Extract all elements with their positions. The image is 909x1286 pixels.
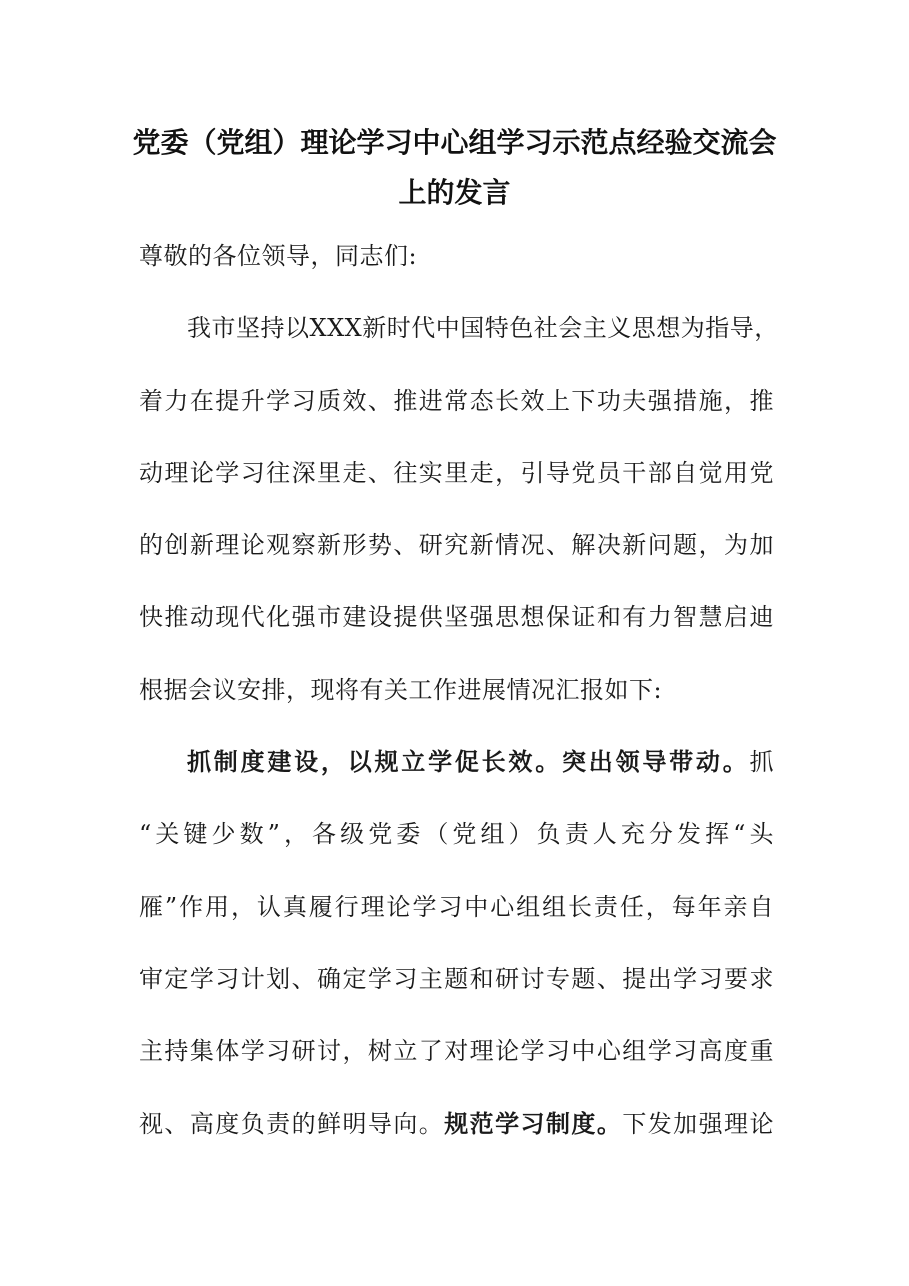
paragraph-line: 主持集体学习研讨，树立了对理论学习中心组学习高度重 [139, 1037, 774, 1066]
section-heading: 抓制度建设，以规立学促长效。 [187, 748, 562, 777]
title-line-1: 党委（党组）理论学习中心组学习示范点经验交流会 [132, 126, 777, 159]
inline-text: 下发加强理论 [622, 1109, 774, 1138]
paragraph-line [139, 726, 774, 798]
title-line-2: 上的发言 [398, 176, 511, 209]
paragraph-line: 着力在提升学习质效、推进常态长效上下功夫强措施，推 [139, 386, 774, 415]
paragraph-line: 的创新理论观察新形势、研究新情况、解决新问题，为加 [139, 531, 774, 560]
subsection-heading: 突出领导带动。 [562, 748, 750, 777]
document-body [139, 220, 779, 1160]
inline-text: 抓 [749, 748, 774, 777]
paragraph-line: 根据会议安排，现将有关工作进展情况汇报如下: [139, 675, 663, 704]
subsection-heading: 规范学习制度。 [444, 1109, 623, 1138]
paragraph-line: 动理论学习往深里走、往实里走，引导党员干部自觉用党 [139, 458, 774, 487]
paragraph-line: 我市坚持以XXX新时代中国特色社会主义思想为指导， [187, 314, 779, 343]
salutation: 尊敬的各位领导，同志们: [139, 242, 418, 270]
paragraph-line [139, 1088, 774, 1160]
paragraph-line: “关键少数”，各级党委（党组）负责人充分发挥“头 [139, 820, 774, 849]
paragraph-line: 快推动现代化强市建设提供坚强思想保证和有力智慧启迪 [139, 603, 774, 632]
document-title [120, 118, 789, 218]
paragraph-line: 雁”作用，认真履行理论学习中心组组长责任，每年亲自 [139, 892, 774, 921]
inline-text: 视、高度负责的鲜明导向。 [139, 1109, 445, 1138]
paragraph-line: 审定学习计划、确定学习主题和研讨专题、提出学习要求 [139, 964, 774, 993]
